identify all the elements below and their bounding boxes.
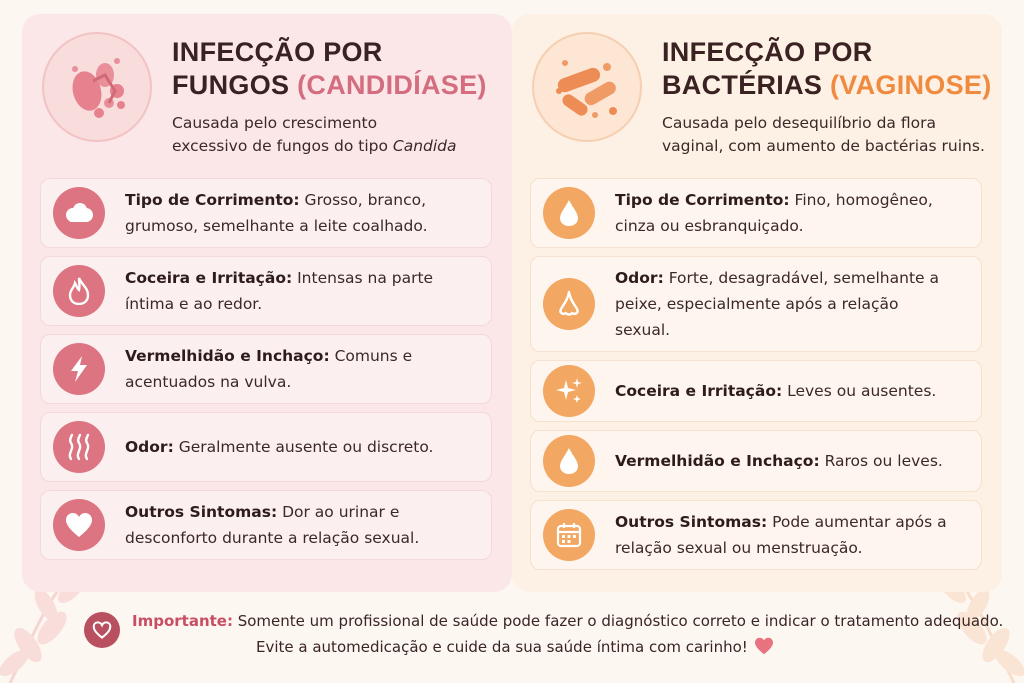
nose-icon [543, 278, 595, 330]
panel-subtitle: Causada pelo desequilíbrio da flora vaginal, com aumento de bactérias ruins. [662, 114, 985, 155]
bacteria-icon [532, 32, 642, 142]
symptom-card-itching: Coceira e Irritação: Intensas na parte íntima e ao redor. [40, 256, 492, 326]
symptom-card-odor: Odor: Forte, desagradável, semelhante a peixe, especialmente após a relação sexual. [530, 256, 982, 352]
panel-subtitle: Causada pelo crescimento excessivo de fungos do tipo Candida [172, 114, 457, 155]
droplet-icon [543, 187, 595, 239]
symptom-card-other: Outros Sintomas: Dor ao urinar e desconforto durante a relação sexual. [40, 490, 492, 560]
symptom-list [530, 178, 982, 578]
candidiasis-panel [22, 14, 512, 592]
important-line-1: Importante: Somente um profissional de saúde pode fazer o diagnóstico correto e indicar o tratamento adequado. [132, 612, 1004, 630]
heart-icon [53, 499, 105, 551]
symptom-card-odor: Odor: Geralmente ausente ou discreto. [40, 412, 492, 482]
cloud-icon [53, 187, 105, 239]
flame-icon [53, 265, 105, 317]
symptom-card-itching: Coceira e Irritação: Leves ou ausentes. [530, 360, 982, 422]
calendar-icon [543, 509, 595, 561]
small-heart-icon [754, 637, 774, 655]
panel-title: INFECÇÃO POR BACTÉRIAS (VAGINOSE) [662, 37, 992, 100]
lightning-icon [53, 343, 105, 395]
important-line-2: Evite a automedicação e cuide da sua saúde íntima com carinho! [256, 636, 774, 658]
vaginosis-panel [512, 14, 1002, 592]
symptom-card-discharge: Tipo de Corrimento: Grosso, branco, grumoso, semelhante a leite coalhado. [40, 178, 492, 248]
symptom-card-redness: Vermelhidão e Inchaço: Raros ou leves. [530, 430, 982, 492]
symptom-card-redness: Vermelhidão e Inchaço: Comuns e acentuados na vulva. [40, 334, 492, 404]
symptom-card-discharge: Tipo de Corrimento: Fino, homogêneo, cinza ou esbranquiçado. [530, 178, 982, 248]
symptom-list [40, 178, 492, 568]
heart-badge-icon [84, 612, 120, 648]
sparkle-icon [543, 365, 595, 417]
panel-title: INFECÇÃO POR FUNGOS (CANDIDÍASE) [172, 37, 487, 100]
symptom-card-other: Outros Sintomas: Pode aumentar após a relação sexual ou menstruação. [530, 500, 982, 570]
odor-waves-icon [53, 421, 105, 473]
fungus-icon [42, 32, 152, 142]
droplet-icon [543, 435, 595, 487]
